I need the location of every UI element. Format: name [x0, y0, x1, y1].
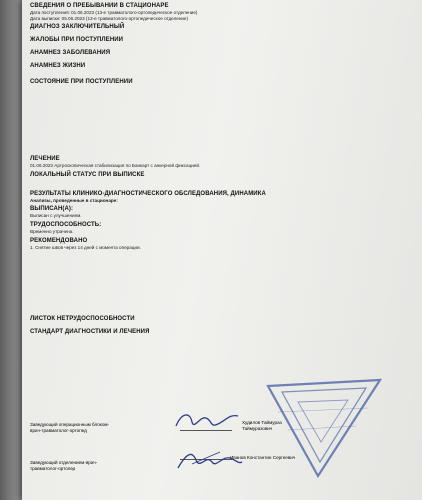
head-name-line-1: Худилов Таймураз — [242, 420, 282, 425]
local-status-heading: ЛОКАЛЬНЫЙ СТАТУС ПРИ ВЫПИСКЕ — [30, 171, 145, 178]
discharge-date: Дата выписки: 05.06.2023 (13-е травматолого-ортопедическое отделение) — [30, 15, 189, 21]
anamnesis-life-heading: АНАМНЕЗ ЖИЗНИ — [30, 63, 86, 70]
admission-date: Дата поступления: 01.06.2023 (13-е травматолого-ортопедическое отделение) — [30, 10, 198, 15]
results-line: Анализы, проведенные в стационаре: — [30, 197, 118, 203]
treatment-line: 01.06.2023 Артроскопическая стабилизация по Банкарт с анкерной фиксацией. — [30, 163, 201, 169]
diagnosis-heading: ДИАГНОЗ ЗАКЛЮЧИТЕЛЬНЫЙ — [30, 24, 125, 31]
discharged-heading: ВЫПИСАН(А): — [30, 206, 74, 213]
recommended-item-1: 1. Снятие швов через 14 дней с момента операции. — [30, 244, 141, 250]
official-stamp-icon — [258, 372, 390, 484]
head-title-line-1: Заведующий операционным блоком- — [30, 422, 110, 427]
discharge-document-page — [22, 0, 422, 500]
status-admission-heading: СОСТОЯНИЕ ПРИ ПОСТУПЛЕНИИ — [30, 79, 133, 86]
treatment-heading: ЛЕЧЕНИЕ — [30, 156, 60, 163]
dept-title-line-1: Заведующий отделением-врач- — [30, 460, 98, 465]
document-title: СВЕДЕНИЯ О ПРЕБЫВАНИИ В СТАЦИОНАРЕ — [30, 3, 169, 9]
document-body — [30, 3, 414, 336]
dept-signature-scribble-icon — [172, 448, 244, 474]
work-capacity-line: Временно утрачена. — [30, 228, 74, 234]
dept-title-line-2: травматолог-ортопед — [30, 466, 76, 471]
head-signature-scribble-icon — [172, 408, 242, 434]
standards-heading: СТАНДАРТ ДИАГНОСТИКИ И ЛЕЧЕНИЯ — [30, 329, 150, 336]
anamnesis-disease-heading: АНАМНЕЗ ЗАБОЛЕВАНИЯ — [30, 50, 111, 57]
discharged-line: Выписан с улучшением. — [30, 213, 82, 219]
sick-leave-heading: ЛИСТОК НЕТРУДОСПОСОБНОСТИ — [30, 316, 135, 323]
head-title-line-2: врач-травматолог-ортопед — [30, 428, 87, 433]
head-name-line-2: Таймуразович — [242, 426, 273, 431]
results-heading: РЕЗУЛЬТАТЫ КЛИНИКО-ДИАГНОСТИЧЕСКОГО ОБСЛЕДОВАНИЯ, ДИНАМИКА — [30, 190, 266, 197]
work-capacity-heading: ТРУДОСПОСОБНОСТЬ: — [30, 221, 102, 228]
recommended-heading: РЕКОМЕНДОВАНО — [30, 237, 88, 244]
dept-name: Иванов Константин Сергеевич — [230, 455, 296, 460]
complaints-heading: ЖАЛОБЫ ПРИ ПОСТУПЛЕНИИ — [30, 37, 124, 44]
